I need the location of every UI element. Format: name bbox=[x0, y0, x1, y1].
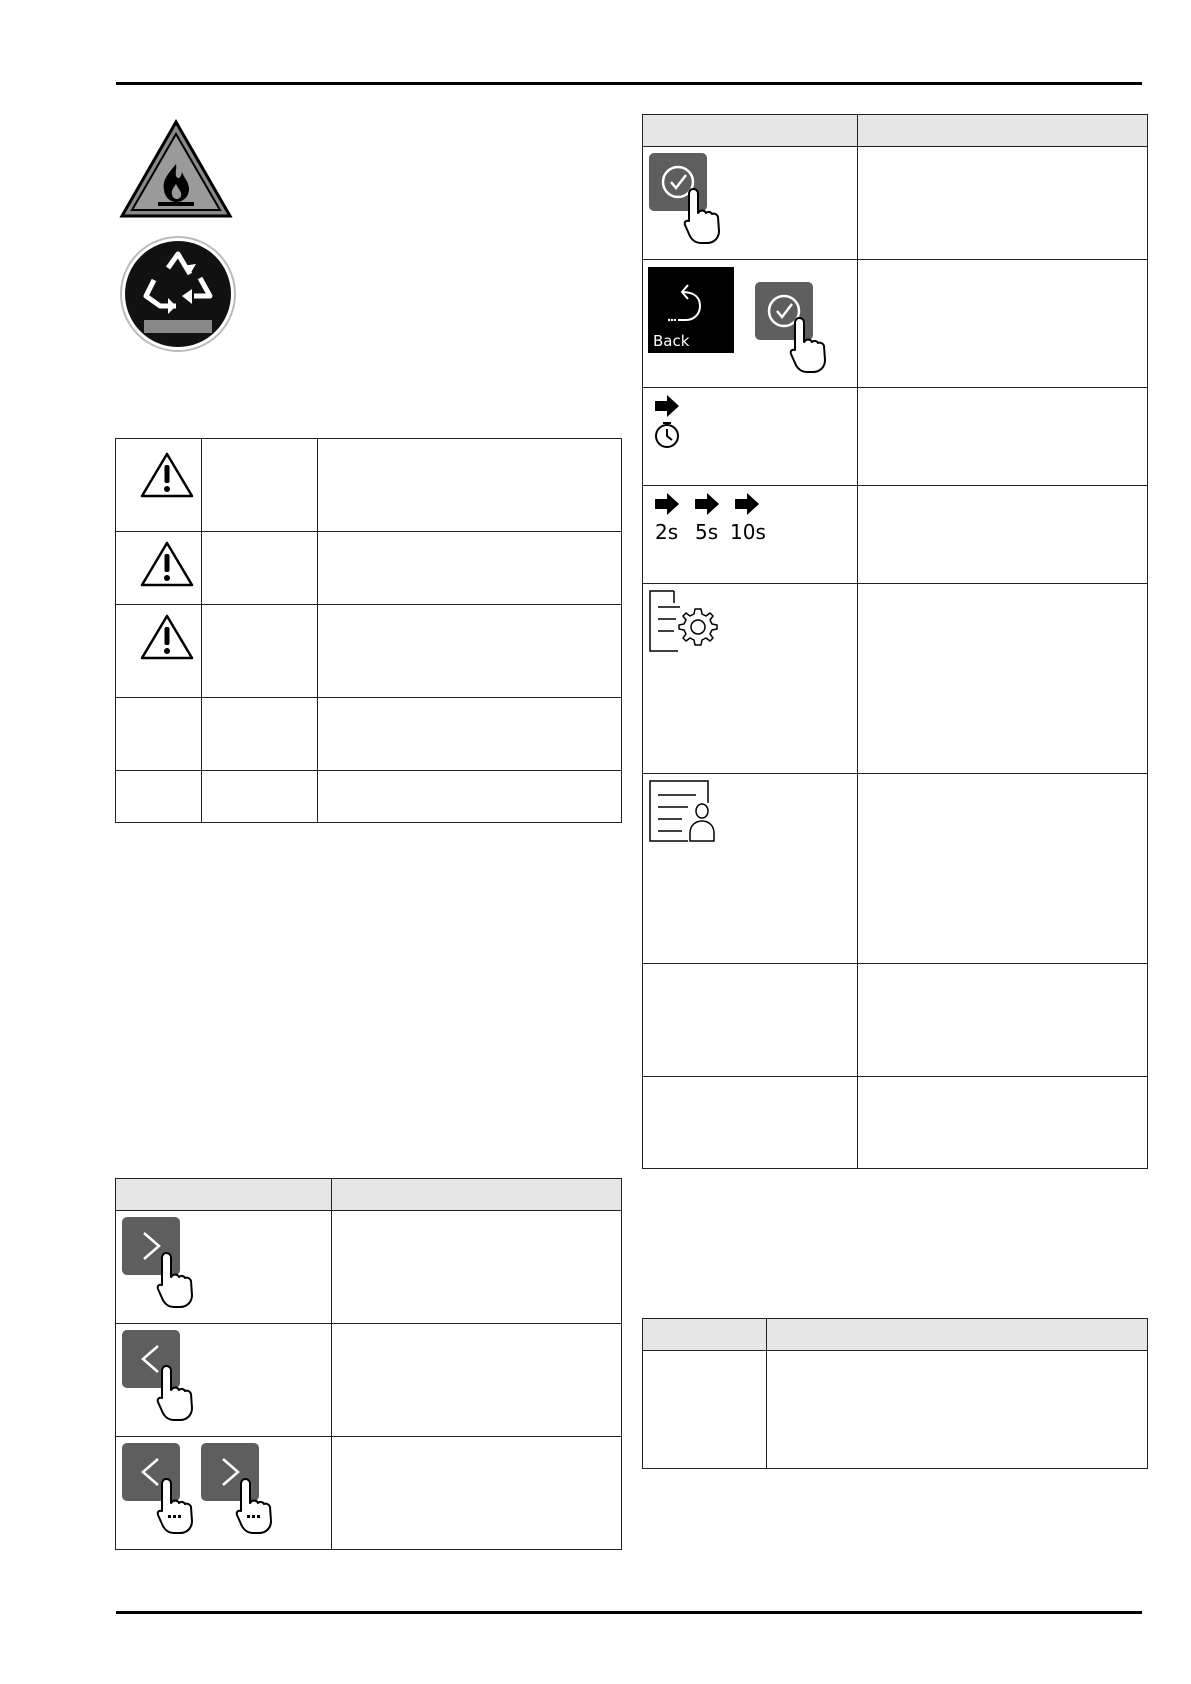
small-table bbox=[642, 1318, 1148, 1469]
table-row bbox=[116, 439, 622, 532]
column-header bbox=[332, 1179, 622, 1211]
table-row bbox=[643, 388, 1148, 486]
table-row bbox=[116, 698, 622, 771]
controls-table bbox=[642, 114, 1148, 1169]
table-header-row bbox=[643, 115, 1148, 147]
signal-term bbox=[202, 698, 318, 771]
bottom-rule bbox=[116, 1611, 1142, 1614]
arrow-right-icon bbox=[693, 492, 721, 521]
back-label: Back bbox=[653, 332, 690, 350]
control-description bbox=[858, 1077, 1148, 1169]
table-row bbox=[116, 771, 622, 823]
seconds-label: 5s bbox=[695, 520, 719, 544]
signal-description bbox=[318, 771, 622, 823]
arrow-right-icon bbox=[653, 492, 681, 521]
settings-list-icon bbox=[648, 589, 720, 658]
table-row bbox=[643, 774, 1148, 964]
table-row bbox=[116, 1324, 622, 1437]
signal-icon-cell bbox=[116, 698, 202, 771]
tap-hand-icon bbox=[156, 1364, 196, 1427]
signal-term bbox=[202, 605, 318, 698]
signal-icon-cell bbox=[116, 771, 202, 823]
control-description bbox=[858, 486, 1148, 584]
signal-term bbox=[202, 532, 318, 605]
warning-triangle-icon bbox=[140, 451, 194, 504]
control-description bbox=[858, 964, 1148, 1077]
signal-description bbox=[318, 439, 622, 532]
table-row bbox=[116, 532, 622, 605]
tap-hand-icon bbox=[789, 316, 829, 379]
tap-hand-icon bbox=[683, 187, 723, 250]
recycling-icon bbox=[118, 234, 238, 354]
table-row bbox=[116, 1437, 622, 1550]
column-header bbox=[116, 1179, 332, 1211]
user-list-icon bbox=[648, 779, 720, 848]
table-row bbox=[116, 1211, 622, 1324]
arrow-right-icon bbox=[733, 492, 761, 521]
control-description bbox=[858, 388, 1148, 486]
long-press-hand-icon bbox=[156, 1477, 196, 1540]
signal-description bbox=[318, 698, 622, 771]
signal-description bbox=[318, 605, 622, 698]
seconds-label: 10s bbox=[730, 520, 766, 544]
timer-icon bbox=[653, 421, 681, 454]
warning-triangle-icon bbox=[140, 613, 194, 666]
signal-term bbox=[202, 771, 318, 823]
control-description bbox=[858, 774, 1148, 964]
nav-description bbox=[332, 1211, 622, 1324]
control-icon-cell bbox=[643, 1077, 858, 1169]
column-header bbox=[858, 115, 1148, 147]
table-row bbox=[643, 964, 1148, 1077]
description-cell bbox=[767, 1351, 1148, 1469]
table-header-row bbox=[116, 1179, 622, 1211]
back-panel bbox=[648, 267, 734, 353]
tap-hand-icon bbox=[156, 1251, 196, 1314]
column-header bbox=[643, 1319, 767, 1351]
flammable-warning-icon bbox=[118, 118, 234, 220]
signal-word-table bbox=[115, 438, 622, 823]
column-header bbox=[767, 1319, 1148, 1351]
control-description bbox=[858, 584, 1148, 774]
table-header-row bbox=[643, 1319, 1148, 1351]
nav-description bbox=[332, 1437, 622, 1550]
top-rule bbox=[116, 82, 1142, 85]
table-row bbox=[643, 486, 1148, 584]
column-header bbox=[643, 115, 858, 147]
table-row bbox=[643, 260, 1148, 388]
table-row bbox=[643, 1351, 1148, 1469]
warning-triangle-icon bbox=[140, 540, 194, 593]
table-row bbox=[643, 147, 1148, 260]
long-press-hand-icon bbox=[235, 1477, 275, 1540]
seconds-label: 2s bbox=[655, 520, 679, 544]
navigation-table bbox=[115, 1178, 622, 1550]
table-row bbox=[116, 605, 622, 698]
signal-term bbox=[202, 439, 318, 532]
control-icon-cell bbox=[643, 964, 858, 1077]
nav-description bbox=[332, 1324, 622, 1437]
control-description bbox=[858, 260, 1148, 388]
table-row bbox=[643, 1077, 1148, 1169]
arrow-right-icon bbox=[653, 394, 681, 423]
control-description bbox=[858, 147, 1148, 260]
table-row bbox=[643, 584, 1148, 774]
signal-description bbox=[318, 532, 622, 605]
term-cell bbox=[643, 1351, 767, 1469]
